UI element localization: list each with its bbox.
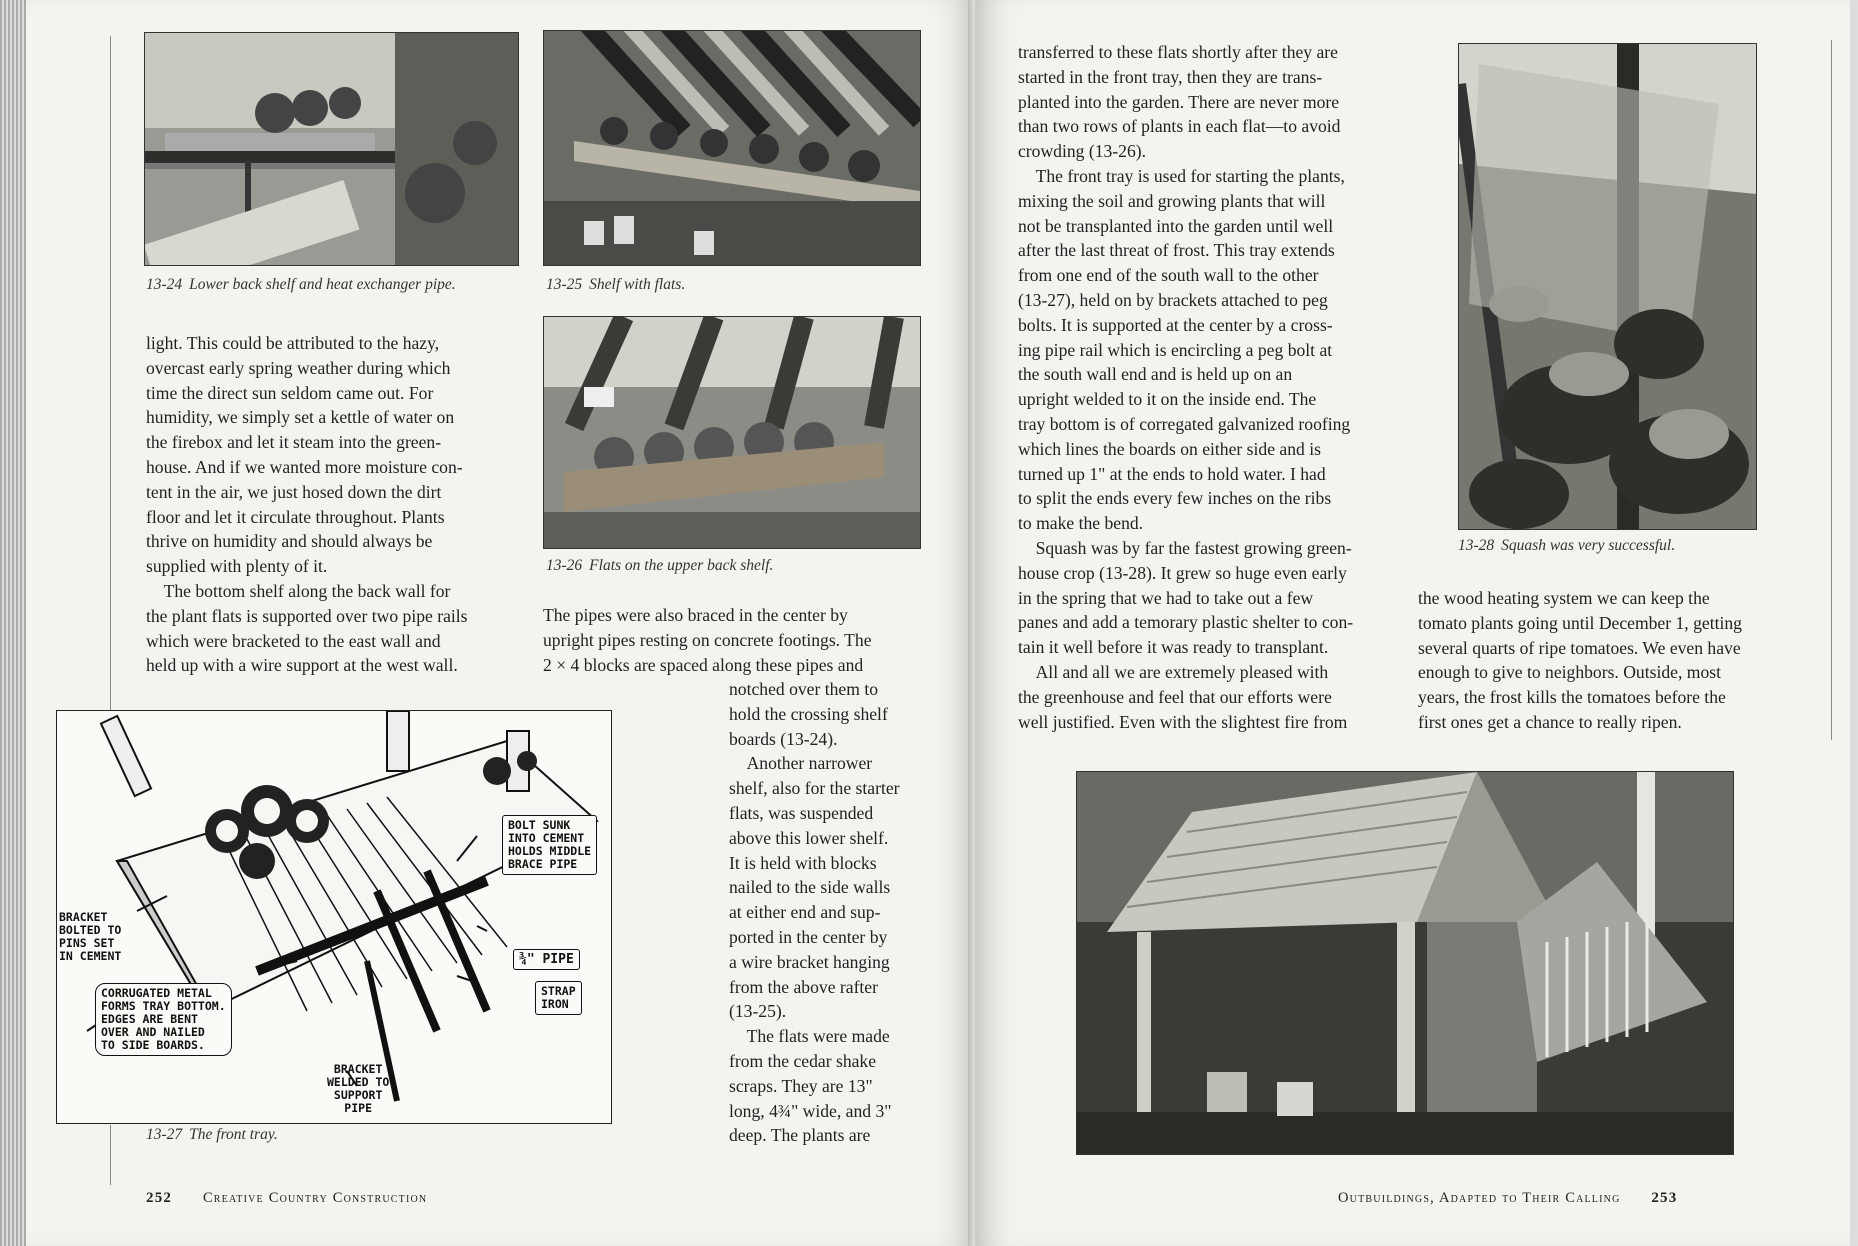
text-line: which lines the boards on either side and is <box>1018 438 1321 459</box>
text-line: shelf, also for the starter <box>729 778 900 799</box>
text-line: overcast early spring weather during which <box>146 357 451 378</box>
text-line: held up with a wire support at the west wall. <box>146 655 458 676</box>
label-line: SUPPORT <box>333 1088 383 1102</box>
text-line: tain it well before it was ready to transplant. <box>1018 637 1329 658</box>
text-line: planted into the garden. There are never more <box>1018 91 1340 112</box>
text-line: years, the frost kills the tomatoes before the <box>1418 687 1726 708</box>
right-footer <box>1338 1190 1677 1207</box>
text-line: house crop (13-28). It grew so huge even early <box>1018 562 1347 583</box>
text-line: (13-25). <box>729 1001 787 1022</box>
text-line: light. This could be attributed to the hazy, <box>146 333 440 353</box>
text-line: scraps. They are 13" <box>729 1075 873 1096</box>
text-line: in the spring that we had to take out a few <box>1018 587 1314 608</box>
label-line: WELDED TO <box>327 1075 390 1089</box>
caption-number: 13-26 <box>546 557 583 574</box>
text-line: after the last threat of frost. This tray extends <box>1018 240 1335 261</box>
label-line: BRACKET <box>59 910 108 924</box>
text-line: upright pipes resting on concrete footings. The <box>543 629 872 650</box>
text-line: to split the ends every few inches on the ribs <box>1018 488 1332 509</box>
text-line: Another narrower <box>729 753 873 774</box>
text-line: the south wall end and is held up on an <box>1018 364 1293 385</box>
caption-number: 13-25 <box>546 276 583 293</box>
text-line: house. And if we wanted more moisture con- <box>146 456 463 477</box>
text-line: The front tray is used for starting the plants, <box>1018 165 1345 186</box>
text-line: The bottom shelf along the back wall for <box>146 580 451 601</box>
left-column-1-text <box>146 331 468 678</box>
text-line: ported in the center by <box>729 926 888 947</box>
right-page <box>975 0 1858 1246</box>
text-line: (13-27), held on by brackets attached to peg <box>1018 289 1328 310</box>
caption-text: Flats on the upper back shelf. <box>589 557 774 574</box>
text-line: from one end of the south wall to the other <box>1018 265 1319 286</box>
text-line: notched over them to <box>729 679 879 699</box>
text-line: than two rows of plants in each flat—to avoid <box>1018 116 1341 137</box>
text-line: at either end and sup- <box>729 902 881 923</box>
label-line: FORMS TRAY BOTTOM. <box>101 999 226 1013</box>
label-line: TO SIDE BOARDS. <box>101 1038 205 1052</box>
text-line: Squash was by far the fastest growing green- <box>1018 537 1352 558</box>
text-line: from the cedar shake <box>729 1050 877 1071</box>
caption-text: Lower back shelf and heat exchanger pipe. <box>189 276 456 293</box>
label-line: OVER AND NAILED <box>101 1025 205 1039</box>
label-line: CORRUGATED METAL <box>101 986 212 1000</box>
label-line: BRACKET <box>333 1062 383 1076</box>
page-edge <box>0 0 26 1246</box>
margin-rule <box>110 1125 111 1185</box>
text-line: floor and let it circulate throughout. Plants <box>146 506 445 527</box>
caption-text: Squash was very successful. <box>1501 537 1676 554</box>
text-line: ing pipe rail which is encircling a peg bolt at <box>1018 339 1333 360</box>
text-line: flats, was suspended <box>729 802 874 823</box>
caption-13-24 <box>146 276 456 294</box>
text-line: above this lower shelf. <box>729 827 889 848</box>
text-line: The flats were made <box>729 1026 890 1047</box>
text-line: humidity, we simply set a kettle of water on <box>146 407 455 428</box>
label-line: ¾" PIPE <box>519 952 574 967</box>
text-line: thrive on humidity and should always be <box>146 531 433 552</box>
text-line: time the direct sun seldom came out. For <box>146 382 434 403</box>
caption-13-28 <box>1458 537 1675 555</box>
text-line: All and all we are extremely pleased with <box>1018 661 1329 682</box>
text-line: the plant flats is supported over two pipe rails <box>146 605 468 626</box>
caption-13-26 <box>546 557 773 575</box>
photo-13-25 <box>543 30 921 266</box>
photo-greenhouse-exterior <box>1076 771 1734 1155</box>
text-line: hold the crossing shelf <box>729 703 888 724</box>
right-column-1-text <box>1018 40 1353 734</box>
label-line: BOLT SUNK <box>508 818 571 832</box>
text-line: from the above rafter <box>729 976 878 997</box>
photo-13-24 <box>144 32 519 266</box>
photo-13-26 <box>543 316 921 549</box>
label-line: BOLTED TO <box>59 923 122 937</box>
label-bracket-bolted <box>59 911 121 963</box>
left-footer <box>146 1190 427 1207</box>
text-line: boards (13-24). <box>729 728 838 749</box>
caption-number: 13-24 <box>146 276 183 293</box>
label-strap-iron <box>535 981 582 1015</box>
caption-number: 13-28 <box>1458 537 1495 554</box>
label-pipe <box>513 949 580 970</box>
label-line: IRON <box>541 997 569 1011</box>
text-line: tent in the air, we just hosed down the dirt <box>146 481 442 502</box>
margin-rule <box>110 36 111 711</box>
text-line: bolts. It is supported at the center by a cross- <box>1018 314 1333 335</box>
text-line: long, 4¾" wide, and 3" <box>729 1100 892 1121</box>
text-line: enough to give to neighbors. Outside, most <box>1418 662 1721 683</box>
diagram-13-27 <box>56 710 612 1124</box>
text-line: mixing the soil and growing plants that will <box>1018 190 1326 211</box>
text-line: the greenhouse and feel that our efforts were <box>1018 686 1332 707</box>
text-line: The pipes were also braced in the center by <box>543 605 848 625</box>
text-line: turned up 1" at the ends to hold water. I had <box>1018 463 1326 484</box>
left-column-2-narrow-text <box>729 677 900 1148</box>
text-line: not be transplanted into the garden until well <box>1018 215 1334 236</box>
text-line: the wood heating system we can keep the <box>1418 588 1710 608</box>
label-bolt-sunk <box>502 815 597 875</box>
text-line: 2 × 4 blocks are spaced along these pipes and <box>543 654 864 675</box>
label-line: INTO CEMENT <box>508 831 585 845</box>
label-line: PINS SET <box>59 936 115 950</box>
label-line: BRACE PIPE <box>508 857 578 871</box>
page-edge <box>1850 0 1858 1246</box>
text-line: deep. The plants are <box>729 1125 871 1146</box>
caption-number: 13-27 <box>146 1126 183 1143</box>
text-line: nailed to the side walls <box>729 877 891 898</box>
caption-13-27 <box>146 1126 278 1144</box>
text-line: panes and add a temorary plastic shelter to con- <box>1018 612 1354 633</box>
text-line: It is held with blocks <box>729 852 877 873</box>
text-line: which were bracketed to the east wall and <box>146 630 441 651</box>
text-line: transferred to these flats shortly after they are <box>1018 42 1338 62</box>
caption-13-25 <box>546 276 685 294</box>
left-column-2-top-text <box>543 603 872 677</box>
label-line: STRAP <box>541 984 576 998</box>
text-line: first ones get a chance to really ripen. <box>1418 711 1682 732</box>
margin-rule <box>1831 40 1832 740</box>
text-line: crowding (13-26). <box>1018 141 1147 162</box>
label-line: EDGES ARE BENT <box>101 1012 198 1026</box>
text-line: tomato plants going until December 1, getting <box>1418 612 1742 633</box>
label-bracket-welded <box>327 1063 389 1115</box>
page-number: 252 <box>146 1190 173 1206</box>
label-line: IN CEMENT <box>59 949 122 963</box>
label-line: PIPE <box>344 1101 372 1115</box>
text-line: the firebox and let it steam into the green- <box>146 432 442 453</box>
text-line: to make the bend. <box>1018 513 1144 534</box>
book-title: Creative Country Construction <box>202 1190 428 1206</box>
label-corrugated-metal <box>95 983 232 1056</box>
right-column-2-text <box>1418 586 1742 735</box>
text-line: supplied with plenty of it. <box>146 556 328 577</box>
caption-text: The front tray. <box>189 1126 278 1143</box>
text-line: a wire bracket hanging <box>729 951 890 972</box>
text-line: upright welded to it on the inside end. The <box>1018 389 1317 410</box>
text-line: several quarts of ripe tomatoes. We even have <box>1418 637 1741 658</box>
text-line: tray bottom is of corregated galvanized roofing <box>1018 413 1351 434</box>
section-title: Outbuildings, Adapted to Their Calling <box>1338 1190 1621 1206</box>
page-number: 253 <box>1651 1190 1678 1206</box>
label-line: HOLDS MIDDLE <box>508 844 592 858</box>
caption-text: Shelf with flats. <box>589 276 686 293</box>
text-line: well justified. Even with the slightest fire from <box>1018 711 1348 732</box>
photo-13-28 <box>1458 43 1757 530</box>
text-line: started in the front tray, then they are trans- <box>1018 66 1323 87</box>
